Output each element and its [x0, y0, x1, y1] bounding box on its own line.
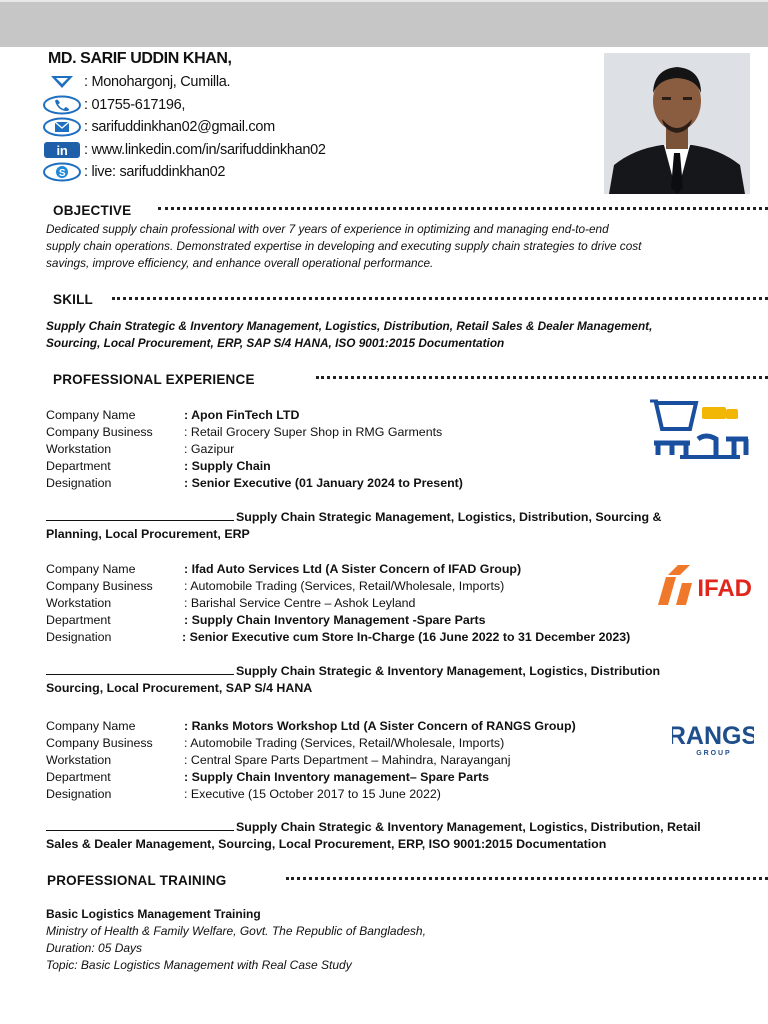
- ifad-logo-text: IFAD: [697, 575, 752, 602]
- skill-divider: [112, 297, 768, 300]
- linkedin-text[interactable]: : www.linkedin.com/in/sarifuddinkhan02: [84, 142, 326, 158]
- job2-company-business: [46, 577, 504, 594]
- job3-summary: [46, 819, 736, 853]
- field-value: : Automobile Trading (Services, Retail/Wholesale, Imports): [184, 735, 505, 750]
- training-duration: Duration: 05 Days: [46, 941, 143, 955]
- field-label: Workstation: [46, 752, 112, 767]
- email-icon: [42, 117, 82, 137]
- field-value: : Senior Executive (01 January 2024 to Present): [184, 475, 463, 490]
- linkedin-icon: [42, 140, 82, 160]
- field-value: : Retail Grocery Super Shop in RMG Garments: [184, 424, 443, 439]
- field-label: Workstation: [46, 441, 112, 456]
- skill-heading: SKILL: [53, 292, 93, 307]
- field-label: Department: [46, 612, 111, 627]
- field-label: Company Name: [46, 561, 136, 576]
- objective-divider: [158, 207, 768, 210]
- field-value: : Central Spare Parts Department – Mahindra, Narayanganj: [184, 752, 511, 767]
- field-value: : Supply Chain Inventory management– Spare Parts: [184, 769, 490, 784]
- field-label: Company Name: [46, 718, 136, 733]
- job2-company-name: [46, 560, 521, 577]
- job2-designation: [46, 628, 630, 645]
- ifad-logo: [656, 563, 754, 612]
- location-pin-icon: [42, 72, 82, 92]
- field-label: Workstation: [46, 595, 112, 610]
- summary-line: Supply Chain Strategic & Inventory Management, Logistics, Distribution, Retail: [236, 820, 701, 834]
- field-value: : Ifad Auto Services Ltd (A Sister Concern of IFAD Group): [184, 561, 522, 576]
- field-label: Company Business: [46, 424, 153, 439]
- field-value: : Supply Chain Inventory Management -Spare Parts: [184, 612, 486, 627]
- apon-bazar-logo: [650, 399, 754, 470]
- skill-text: [46, 318, 736, 352]
- job1-summary: [46, 509, 736, 543]
- experience-divider: [316, 376, 768, 379]
- contact-address: [42, 71, 230, 93]
- rangs-logo: [672, 718, 754, 763]
- summary-line: Planning, Local Procurement, ERP: [46, 527, 250, 541]
- job1-workstation: [46, 440, 234, 457]
- job1-company-business: [46, 423, 442, 440]
- contact-skype: [42, 161, 225, 183]
- skill-line: Supply Chain Strategic & Inventory Management, Logistics, Distribution, Retail Sales & Dealer Management,: [46, 319, 653, 333]
- job3-workstation: [46, 751, 510, 768]
- candidate-name: MD. SARIF UDDIN KHAN,: [48, 50, 232, 67]
- field-label: Company Business: [46, 578, 153, 593]
- field-value: : Gazipur: [184, 441, 235, 456]
- field-label: Company Name: [46, 407, 136, 422]
- top-banner: [0, 0, 768, 47]
- job3-department: [46, 768, 489, 785]
- job2-summary: [46, 663, 736, 697]
- objective-line: Dedicated supply chain professional with over 7 years of experience in optimizing and managing end-to-end: [46, 222, 609, 236]
- job1-designation: [46, 474, 463, 491]
- field-value: : Supply Chain: [184, 458, 271, 473]
- field-label: Designation: [46, 786, 112, 801]
- training-name: Basic Logistics Management Training: [46, 907, 261, 921]
- objective-line: savings, improve efficiency, and enhance overall operational performance.: [46, 256, 434, 270]
- job3-company-name: [46, 717, 576, 734]
- field-label: Department: [46, 769, 111, 784]
- summary-line: Sales & Dealer Management, Sourcing, Local Procurement, ERP, ISO 9001:2015 Documentation: [46, 837, 607, 851]
- phone-text[interactable]: : 01755-617196,: [84, 97, 186, 113]
- field-label: Department: [46, 458, 111, 473]
- summary-line: Sourcing, Local Procurement, SAP S/4 HANA: [46, 681, 313, 695]
- job2-workstation: [46, 594, 415, 611]
- contact-linkedin: [42, 139, 326, 161]
- underline-rule: [46, 509, 234, 521]
- contact-email: [42, 116, 275, 138]
- objective-line: supply chain operations. Demonstrated expertise in developing and executing supply chain strategies to drive cost: [46, 239, 642, 253]
- underline-rule: [46, 819, 234, 831]
- experience-heading: PROFESSIONAL EXPERIENCE: [53, 372, 255, 387]
- training-topic: Topic: Basic Logistics Management with Real Case Study: [46, 958, 352, 972]
- field-value: : Senior Executive cum Store In-Charge (16 June 2022 to 31 December 2023): [182, 629, 631, 644]
- rangs-logo-text: RANGS: [672, 722, 754, 750]
- field-value: : Ranks Motors Workshop Ltd (A Sister Concern of RANGS Group): [184, 718, 576, 733]
- field-value: : Apon FinTech LTD: [184, 407, 300, 422]
- job2-department: [46, 611, 486, 628]
- field-value: : Executive (15 October 2017 to 15 June 2022): [184, 786, 441, 801]
- job3-designation: [46, 785, 441, 802]
- svg-text:S: S: [58, 168, 66, 179]
- training-heading: PROFESSIONAL TRAINING: [47, 873, 227, 888]
- field-label: Designation: [46, 475, 112, 490]
- skype-text[interactable]: : live: sarifuddinkhan02: [84, 164, 226, 180]
- training-organization: Ministry of Health & Family Welfare, Govt. The Republic of Bangladesh,: [46, 924, 426, 938]
- contact-phone: [42, 94, 185, 116]
- objective-heading: OBJECTIVE: [53, 203, 132, 218]
- phone-icon: [42, 95, 82, 115]
- skype-icon: [42, 162, 82, 182]
- field-value: : Automobile Trading (Services, Retail/Wholesale, Imports): [184, 578, 505, 593]
- rangs-logo-subtext: G R O U P: [696, 750, 730, 757]
- training-divider: [286, 877, 768, 880]
- field-label: Designation: [46, 629, 112, 644]
- field-label: Company Business: [46, 735, 153, 750]
- job1-company-name: [46, 406, 299, 423]
- email-text[interactable]: : sarifuddinkhan02@gmail.com: [84, 119, 275, 135]
- summary-line: Supply Chain Strategic Management, Logistics, Distribution, Sourcing &: [236, 510, 662, 524]
- underline-rule: [46, 663, 234, 675]
- summary-line: Supply Chain Strategic & Inventory Management, Logistics, Distribution: [236, 664, 661, 678]
- job1-department: [46, 457, 271, 474]
- address-text: : Monohargonj, Cumilla.: [84, 74, 231, 90]
- field-value: : Barishal Service Centre – Ashok Leyland: [184, 595, 416, 610]
- svg-text:in: in: [56, 143, 68, 158]
- profile-photo: [604, 53, 750, 194]
- skill-line: Sourcing, Local Procurement, ERP, SAP S/4 HANA, ISO 9001:2015 Documentation: [46, 336, 505, 350]
- objective-text: [46, 221, 641, 272]
- job3-company-business: [46, 734, 504, 751]
